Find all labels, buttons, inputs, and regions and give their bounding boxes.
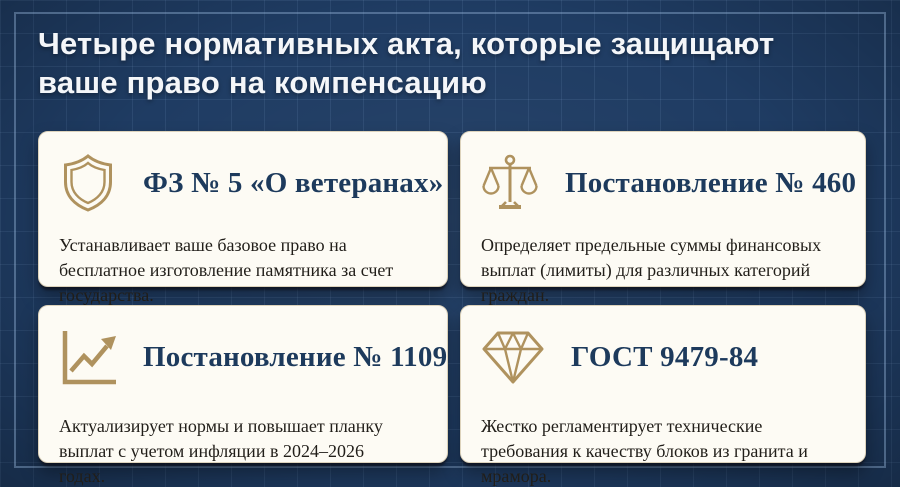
shield-icon (59, 153, 117, 213)
card-header (59, 146, 444, 220)
card-description: Жестко регламентирует технические требования к качеству блоков из гранита и мрамора. (481, 416, 808, 486)
chart-up-icon (59, 328, 117, 386)
card-postanovlenie-1109 (38, 305, 448, 486)
card-title: Постановление № 1109 (143, 340, 448, 373)
card-header (481, 146, 857, 220)
page-title (38, 24, 858, 102)
card-header (481, 320, 843, 394)
card-description: Определяет предельные суммы финансовых выплат (лимиты) для различных категорий граждан. (481, 235, 822, 305)
card-title: ФЗ № 5 «О ветеранах» (143, 166, 444, 199)
diamond-icon (481, 328, 545, 386)
card-fz-5 (38, 131, 448, 305)
card-description: Устанавливает ваше базовое право на бесплатное изготовление памятника за счет государства. (59, 235, 394, 305)
card-header (59, 320, 448, 394)
card-description: Актуализирует нормы и повышает планку выплат с учетом инфляции в 2024–2026 годах. (59, 416, 383, 486)
card-postanovlenie-460 (460, 131, 866, 305)
card-title: Постановление № 460 (565, 166, 857, 199)
page-title-line-1: Четыре нормативных акта, которые защищают (38, 26, 775, 61)
card-gost-9479-84 (460, 305, 866, 486)
page-title-line-2: ваше право на компенсацию (38, 65, 487, 100)
scales-icon (481, 153, 539, 213)
card-title: ГОСТ 9479-84 (571, 340, 759, 373)
